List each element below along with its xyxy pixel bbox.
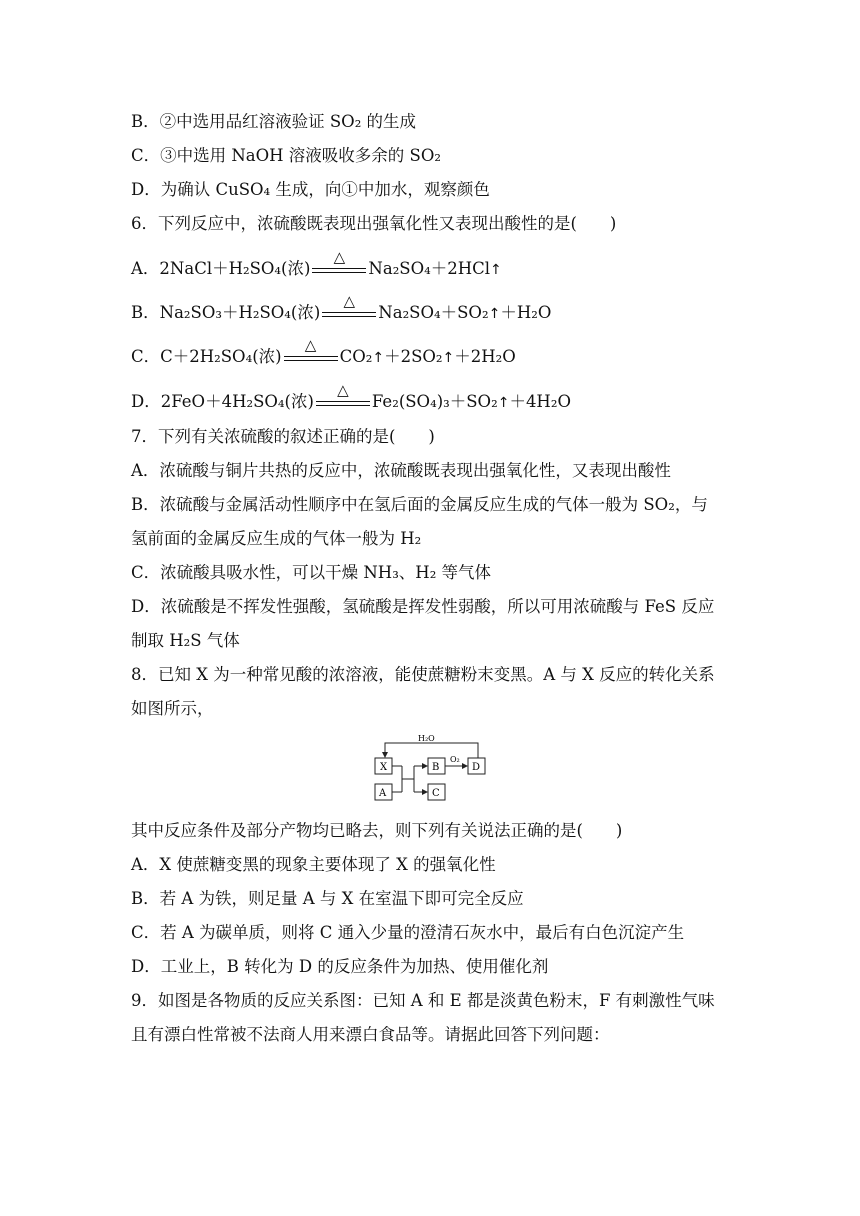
q6-option-b (131, 292, 552, 325)
q6-a-products: Na₂SO₄＋2HCl (368, 259, 491, 278)
q6-b-tail: ＋H₂O (500, 303, 552, 322)
heating-condition-sign (320, 292, 378, 324)
q6-c-mid: ＋2SO₂ (384, 347, 443, 366)
h2o-loop-arrow (385, 743, 478, 758)
heat-triangle: △ (337, 381, 349, 399)
q8-option-c: C．若 A 为碳单质，则将 C 通入少量的澄清石灰水中，最后有白色沉淀产生 (131, 923, 685, 942)
q7-option-c: C．浓硫酸具吸水性，可以干燥 NH₃、H₂ 等气体 (131, 563, 492, 582)
q6-c-reactants: C．C＋2H₂SO₄(浓) (131, 347, 282, 366)
q7-option-a: A．浓硫酸与铜片共热的反应中，浓硫酸既表现出强氧化性，又表现出酸性 (131, 461, 671, 480)
q7-option-b-line2: 氢前面的金属反应生成的气体一般为 H₂ (131, 529, 422, 548)
q6-d-reactants: D．2FeO＋4H₂SO₄(浓) (131, 392, 314, 411)
gas-arrow-icon: ↑ (372, 350, 385, 366)
q6-stem: 6．下列反应中，浓硫酸既表现出强氧化性又表现出酸性的是( ) (131, 214, 617, 233)
q7-option-d-line2: 制取 H₂S 气体 (131, 631, 240, 650)
q8-stem-line1: 8．已知 X 为一种常见酸的浓溶液，能使蔗糖粉末变黑。A 与 X 反应的转化关系 (131, 665, 715, 684)
q6-b-reactants: B．Na₂SO₃＋H₂SO₄(浓) (131, 303, 321, 322)
q7-option-d-line1: D．浓硫酸是不挥发性强酸，氢硫酸是挥发性弱酸，所以可用浓硫酸与 FeS 反应 (131, 597, 715, 616)
heating-condition-sign (314, 381, 372, 413)
h2o-label: H₂O (418, 734, 435, 743)
q8-stem-line3: 其中反应条件及部分产物均已略去，则下列有关说法正确的是( ) (131, 821, 623, 840)
q6-d-products: Fe₂(SO₄)₃＋SO₂ (371, 392, 498, 411)
box-b-label: B (432, 762, 440, 773)
q6-b-products: Na₂SO₄＋SO₂ (378, 303, 489, 322)
gas-arrow-icon: ↑ (442, 350, 455, 366)
o2-label: O₂ (450, 755, 460, 764)
q9-stem-line2: 且有漂白性常被不法商人用来漂白食品等。请据此回答下列问题： (131, 1025, 610, 1044)
heating-condition-sign (310, 248, 368, 280)
box-c-label: C (432, 788, 440, 799)
reaction-flow-diagram (370, 730, 490, 805)
q6-option-c (131, 336, 516, 369)
q5-option-b: B．②中选用品红溶液验证 SO₂ 的生成 (131, 112, 417, 131)
q7-stem: 7．下列有关浓硫酸的叙述正确的是( ) (131, 427, 435, 446)
q6-d-tail: ＋4H₂O (509, 392, 571, 411)
gas-arrow-icon: ↑ (497, 395, 510, 411)
heating-condition-sign (282, 336, 340, 368)
q6-c-tail: ＋2H₂O (454, 347, 516, 366)
q8-stem-line2: 如图所示， (131, 699, 214, 718)
heat-triangle: △ (343, 292, 356, 310)
q6-option-d (131, 381, 571, 414)
q6-c-products: CO₂ (339, 347, 373, 366)
gas-arrow-icon: ↑ (490, 262, 502, 278)
q8-option-d: D．工业上，B 转化为 D 的反应条件为加热、使用催化剂 (131, 957, 549, 976)
q8-option-b: B．若 A 为铁，则足量 A 与 X 在室温下即可完全反应 (131, 889, 524, 908)
heat-triangle: △ (304, 336, 317, 354)
box-d-label: D (472, 762, 481, 773)
q6-option-a (131, 248, 502, 281)
q5-option-c: C．③中选用 NaOH 溶液吸收多余的 SO₂ (131, 146, 441, 165)
heat-triangle: △ (333, 248, 346, 266)
q7-option-b-line1: B．浓硫酸与金属活动性顺序中在氢后面的金属反应生成的气体一般为 SO₂，与 (131, 495, 708, 514)
q9-stem-line1: 9．如图是各物质的反应关系图：已知 A 和 E 都是淡黄色粉末，F 有刺激性气味 (131, 991, 715, 1010)
q6-a-reactants: A．2NaCl＋H₂SO₄(浓) (131, 259, 311, 278)
box-x-label: X (380, 762, 388, 773)
gas-arrow-icon: ↑ (488, 306, 501, 322)
q8-option-a: A．X 使蔗糖变黑的现象主要体现了 X 的强氧化性 (131, 855, 496, 874)
box-a-label: A (379, 788, 387, 799)
q5-option-d: D．为确认 CuSO₄ 生成，向①中加水，观察颜色 (131, 180, 490, 199)
